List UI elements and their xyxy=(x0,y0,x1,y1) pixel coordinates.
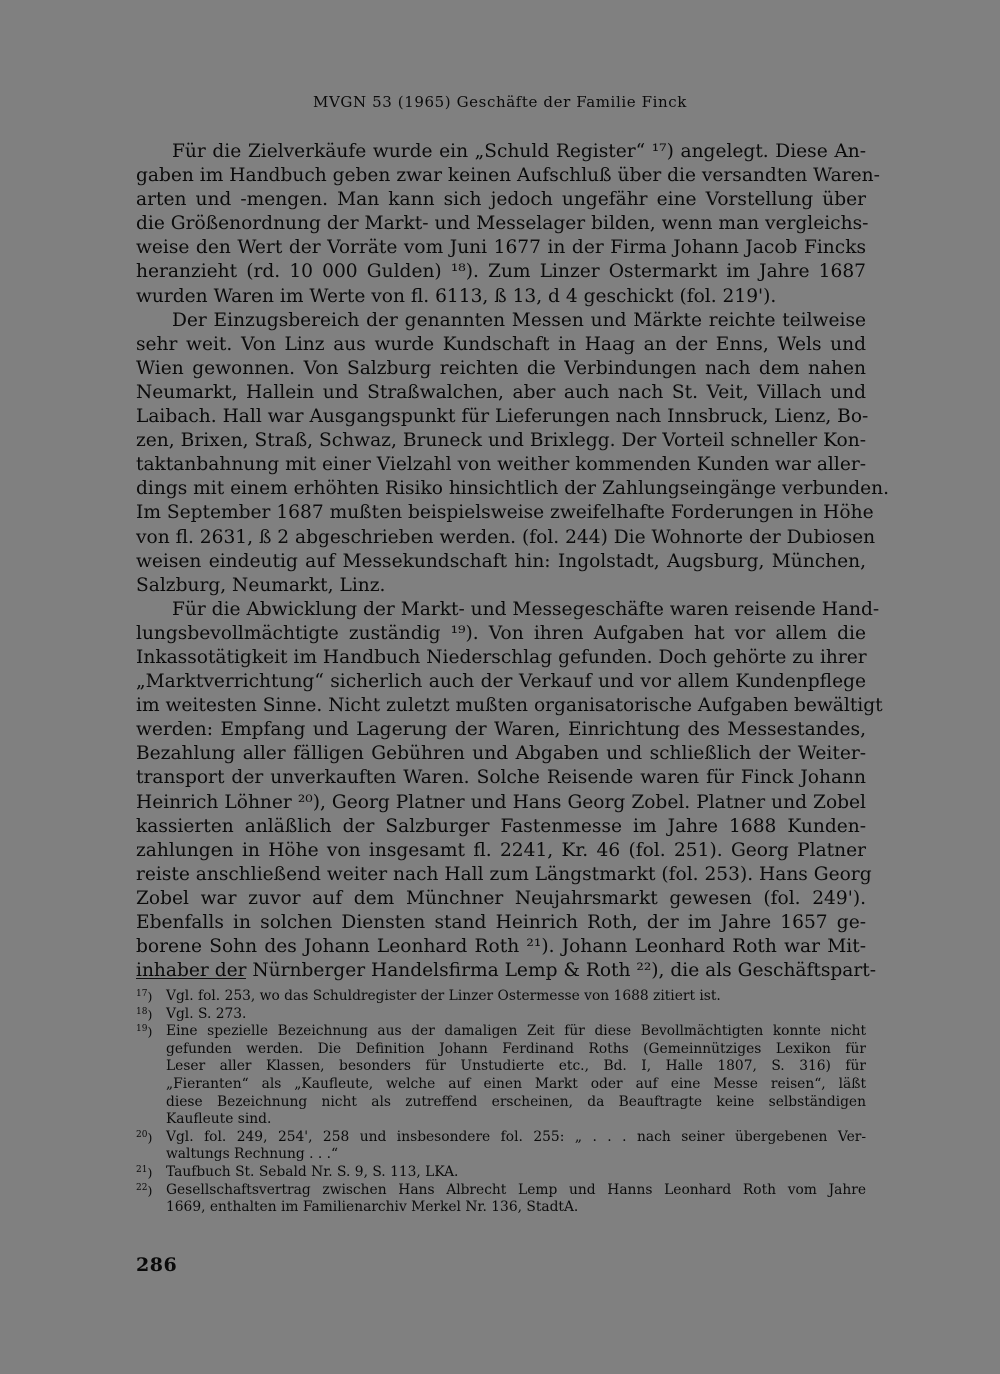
paragraph xyxy=(136,140,880,309)
text-line: sehr weit. Von Linz aus wurde Kundschaft in Haag an der Enns, Wels und xyxy=(136,333,866,355)
text-line: wurden Waren im Werte von fl. 6113, ß 13, d 4 geschickt (fol. 219'). xyxy=(136,285,777,307)
text-line: Neumarkt, Hallein und Straßwalchen, aber auch nach St. Veit, Villach und xyxy=(136,381,866,403)
footnote-line: Eine spezielle Bezeichnung aus der damaligen Zeit für diese Bevollmächtigten konnte nicht xyxy=(166,1023,866,1040)
footnote-text xyxy=(166,1023,866,1129)
footnote-number-value: 22 xyxy=(136,1182,148,1193)
text-line: Wien gewonnen. Von Salzburg reichten die Verbindungen nach dem nahen xyxy=(136,357,866,379)
text-line: weisen eindeutig auf Messekundschaft hin: Ingolstadt, Augsburg, München, xyxy=(136,550,866,572)
footnote-number-value: 18 xyxy=(136,1006,148,1017)
page-number: 286 xyxy=(136,1254,178,1276)
text-line: die Größenordnung der Markt- und Messelager bilden, wenn man vergleichs- xyxy=(136,213,869,235)
paragraph xyxy=(136,309,890,598)
footnote-line: diese Bezeichnung nicht als zutreffend erscheinen, da Beauftragte keine selbständigen xyxy=(166,1093,866,1110)
footnote-text xyxy=(166,988,866,1006)
text-line: Salzburg, Neumarkt, Linz. xyxy=(136,574,386,596)
footnote-line: Vgl. fol. 253, wo das Schuldregister der Linzer Ostermesse von 1688 zitiert ist. xyxy=(166,988,721,1004)
text-line: Laibach. Hall war Ausgangspunkt für Lieferungen nach Innsbruck, Lienz, Bo- xyxy=(136,406,869,428)
text-line: heranzieht (rd. 10 000 Gulden) ¹⁸). Zum Linzer Ostermarkt im Jahre 1687 xyxy=(136,261,866,283)
text-line: Ebenfalls in solchen Diensten stand Heinrich Roth, der im Jahre 1657 ge- xyxy=(136,912,866,933)
text-line: im weitesten Sinne. Nicht zuletzt mußten organisatorische Aufgaben bewältigt xyxy=(136,695,883,717)
footnote xyxy=(136,1164,866,1182)
footnote-line: 1669, enthalten im Familienarchiv Merkel Nr. 136, StadtA. xyxy=(166,1199,579,1216)
text-line: Bezahlung aller fälligen Gebühren und Abgaben und schließlich der Weiter- xyxy=(136,743,866,765)
footnote-number-value: 19 xyxy=(136,1024,148,1035)
footnote-line: Gesellschaftsvertrag zwischen Hans Albrecht Lemp und Hanns Leonhard Roth vom Jahre xyxy=(166,1181,866,1198)
footnote xyxy=(136,988,866,1006)
footnote-line: Taufbuch St. Sebald Nr. S. 9, S. 113, LKA. xyxy=(166,1163,459,1180)
footnote-number-value: 17 xyxy=(136,989,148,999)
text-line: dings mit einem erhöhten Risiko hinsichtlich der Zahlungseingänge verbunden. xyxy=(136,478,890,500)
body-text xyxy=(136,140,890,983)
footnote xyxy=(136,1006,866,1024)
text-line: Für die Abwicklung der Markt- und Messegeschäfte waren reisende Hand- xyxy=(172,598,880,620)
paragraph xyxy=(136,598,883,984)
text-line: werden: Empfang und Lagerung der Waren, Einrichtung des Messestandes, xyxy=(136,719,866,741)
text-line: Inkassotätigkeit im Handbuch Niederschlag gefunden. Doch gehörte zu ihrer xyxy=(136,646,867,668)
footnote-number: $^{21}$) xyxy=(136,1164,153,1180)
footnote-line: „Fieranten“ als „Kaufleute, welche auf einen Markt oder auf eine Messe reisen“, läßt xyxy=(166,1075,866,1092)
text-line: Der Einzugsbereich der genannten Messen und Märkte reichte teilweise xyxy=(172,309,866,331)
footnote xyxy=(136,1129,866,1164)
footnote-line: Vgl. S. 273. xyxy=(166,1005,247,1022)
footnote-line: Vgl. fol. 249, 254', 258 und insbesondere fol. 255: „ . . . nach seiner übergebenen Ver- xyxy=(166,1128,866,1145)
text-line: lungsbevollmächtigte zuständig ¹⁹). Von ihren Aufgaben hat vor allem die xyxy=(136,622,866,644)
footnote-line: Kaufleute sind. xyxy=(166,1111,272,1128)
footnote-text xyxy=(166,1129,866,1164)
text-line: gaben im Handbuch geben zwar keinen Aufschluß über die versandten Waren- xyxy=(136,165,880,187)
footnote-text xyxy=(166,1182,866,1217)
text-line: reiste anschließend weiter nach Hall zum Längstmarkt (fol. 253). Hans Georg xyxy=(136,863,872,885)
text-line: inhaber der Nürnberger Handelsfirma Lemp & Roth ²²), die als Geschäftspart- xyxy=(136,960,877,982)
footnote-number: $^{17}$) xyxy=(136,989,153,1004)
footnote-number-value: 21 xyxy=(136,1164,148,1175)
footnote-line: Leser aller Klassen, besonders für Unstudierte etc., Bd. I, Halle 1807, S. 316) für xyxy=(166,1058,866,1075)
footnote-number: $^{18}$) xyxy=(136,1006,153,1022)
footnote-rule xyxy=(136,978,246,979)
footnote xyxy=(136,1182,866,1217)
running-head: MVGN 53 (1965) Geschäfte der Familie Finck xyxy=(313,93,687,111)
footnote-line: gefunden werden. Die Definition Johann Ferdinand Roths (Gemeinnütziges Lexikon für xyxy=(166,1040,866,1057)
footnote-number: $^{20}$) xyxy=(136,1129,153,1145)
text-line: von fl. 2631, ß 2 abgeschrieben werden. (fol. 244) Die Wohnorte der Dubiosen xyxy=(136,526,876,548)
text-line: Im September 1687 mußten beispielsweise zweifelhafte Forderungen in Höhe xyxy=(136,502,874,524)
text-line: „Marktverrichtung“ sicherlich auch der Verkauf und vor allem Kundenpflege xyxy=(136,671,866,693)
text-line: Zobel war zuvor auf dem Münchner Neujahrsmarkt gewesen (fol. 249'). xyxy=(136,887,866,909)
text-line: zen, Brixen, Straß, Schwaz, Bruneck und Brixlegg. Der Vorteil schneller Kon- xyxy=(136,430,866,452)
text-line: arten und -mengen. Man kann sich jedoch ungefähr eine Vorstellung über xyxy=(136,189,866,211)
footnote-number-value: 20 xyxy=(136,1129,148,1140)
text-line: Für die Zielverkäufe wurde ein „Schuld Register“ ¹⁷) angelegt. Diese An- xyxy=(172,141,866,162)
text-line: transport der unverkauften Waren. Solche Reisende waren für Finck Johann xyxy=(136,767,866,789)
text-line: taktanbahnung mit einer Vielzahl von weither kommenden Kunden war aller- xyxy=(136,454,866,476)
text-line: borene Sohn des Johann Leonhard Roth ²¹). Johann Leonhard Roth war Mit- xyxy=(136,936,866,958)
footnote-number: $^{19}$) xyxy=(136,1024,153,1040)
footnote-number: $^{22}$) xyxy=(136,1182,153,1198)
text-line: Heinrich Löhner ²⁰), Georg Platner und Hans Georg Zobel. Platner und Zobel xyxy=(136,791,866,813)
footnote-text xyxy=(166,1164,866,1182)
text-line: kassierten anläßlich der Salzburger Fastenmesse im Jahre 1688 Kunden- xyxy=(136,815,866,837)
footnote-text xyxy=(166,1006,866,1024)
footnote-line: waltungs Rechnung . . .“ xyxy=(166,1146,339,1163)
footnote xyxy=(136,1023,866,1129)
text-line: weise den Wert der Vorräte vom Juni 1677 in der Firma Johann Jacob Fincks xyxy=(136,237,866,259)
text-line: zahlungen in Höhe von insgesamt fl. 2241, Kr. 46 (fol. 251). Georg Platner xyxy=(136,839,866,861)
footnotes xyxy=(136,988,866,1217)
